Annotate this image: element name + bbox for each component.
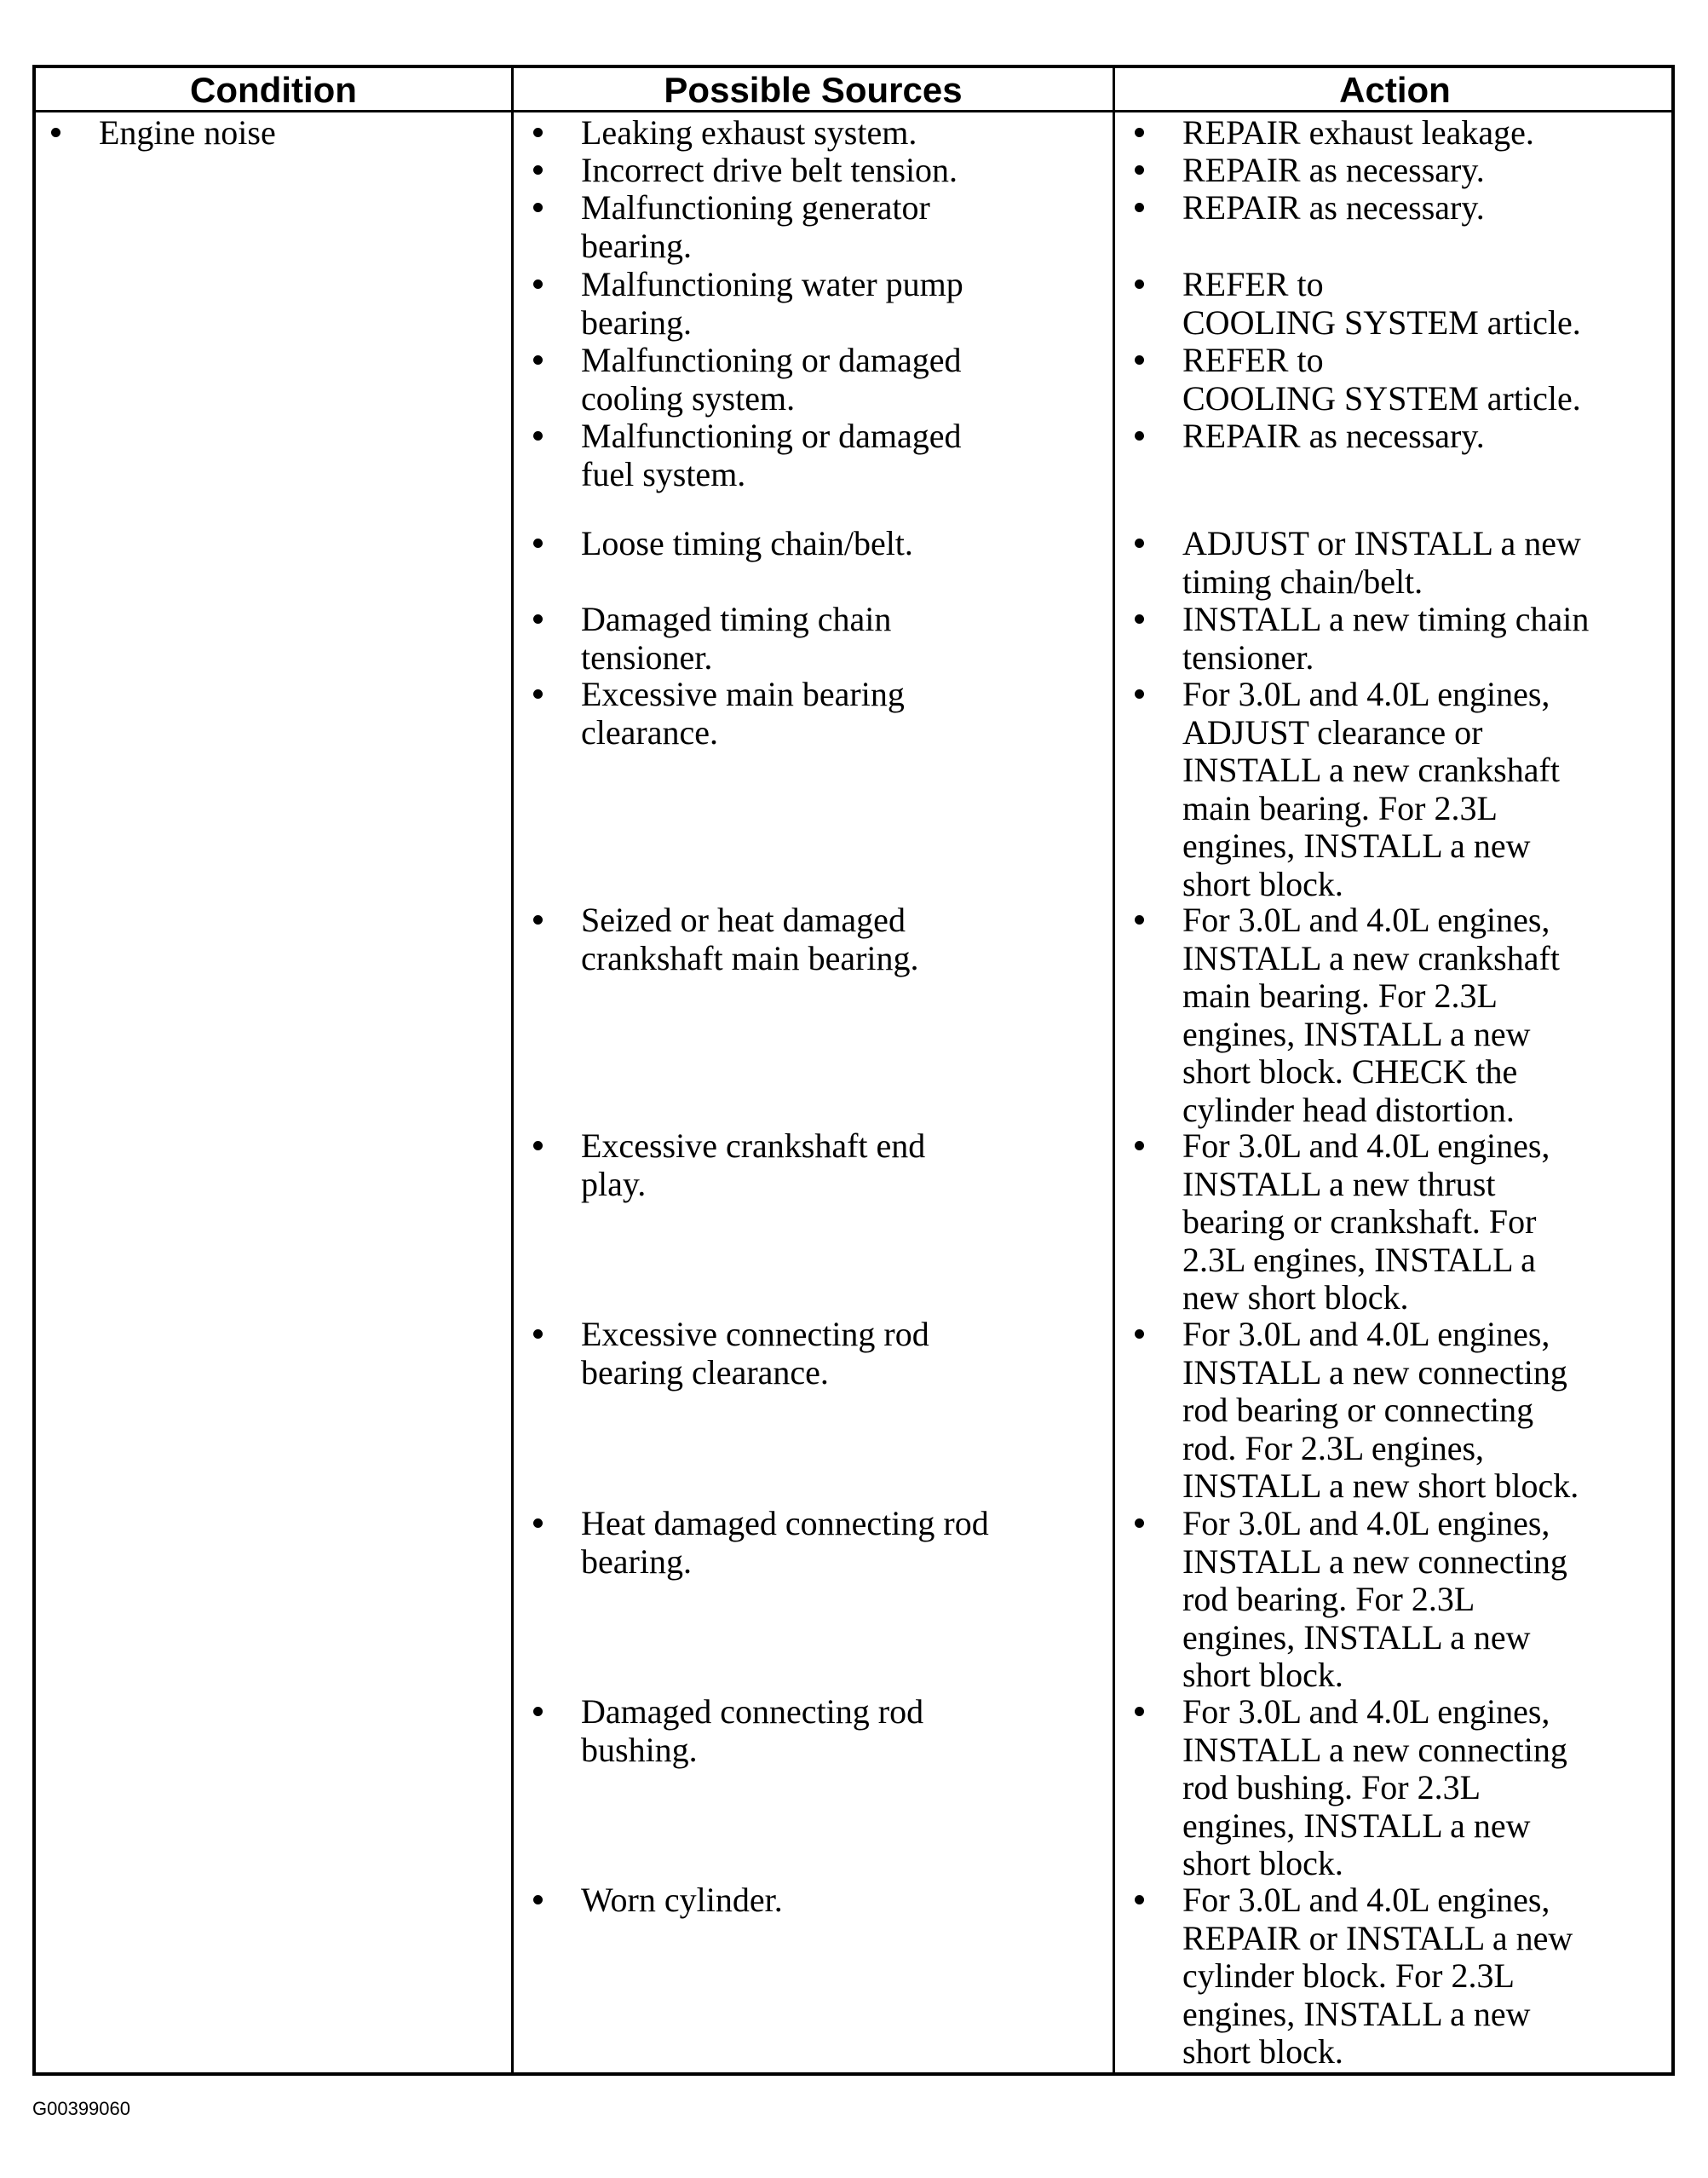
header-condition: Condition: [190, 70, 357, 110]
source-item: bearing.: [581, 226, 692, 265]
source-item: bearing.: [581, 1541, 692, 1581]
source-item: Seized or heat damaged: [581, 901, 906, 939]
bullet-icon: [1135, 279, 1144, 289]
action-item: For 3.0L and 4.0L engines,: [1182, 1692, 1550, 1731]
bullet-icon: [533, 279, 543, 289]
action-item: short block.: [1182, 864, 1343, 903]
condition-text: Engine noise: [99, 113, 276, 152]
bullet-icon: [533, 1141, 543, 1150]
action-item: REPAIR exhaust leakage.: [1182, 113, 1534, 152]
bullet-icon: [1135, 431, 1144, 441]
action-item: engines, INSTALL a new: [1182, 827, 1531, 865]
source-item: crankshaft main bearing.: [581, 938, 919, 977]
bullet-icon: [533, 689, 543, 699]
action-item: For 3.0L and 4.0L engines,: [1182, 901, 1550, 939]
action-item: engines, INSTALL a new: [1182, 1806, 1531, 1845]
source-item: Malfunctioning or damaged: [581, 417, 962, 455]
action-item: short block.: [1182, 1656, 1343, 1694]
action-item: REFER to: [1182, 265, 1324, 303]
bullet-icon: [1135, 1518, 1144, 1528]
source-item: play.: [581, 1164, 647, 1203]
bullet-icon: [533, 1518, 543, 1528]
bullet-icon: [1135, 355, 1144, 365]
source-item: bearing clearance.: [581, 1352, 829, 1392]
action-item: new short block.: [1182, 1278, 1409, 1317]
bullet-icon: [1135, 1895, 1144, 1904]
bullet-icon: [533, 128, 543, 137]
bullet-icon: [1135, 128, 1144, 137]
bullet-icon: [533, 1329, 543, 1339]
header-divider: [36, 110, 1671, 112]
action-item: short block. CHECK the: [1182, 1052, 1518, 1091]
action-item: For 3.0L and 4.0L engines,: [1182, 1315, 1550, 1353]
action-item: INSTALL a new connecting: [1182, 1730, 1567, 1769]
header-action: Action: [1339, 70, 1451, 110]
bullet-icon: [533, 165, 543, 175]
action-item: INSTALL a new connecting: [1182, 1541, 1567, 1581]
action-item: INSTALL a new timing chain: [1182, 600, 1590, 638]
action-item: bearing or crankshaft. For: [1182, 1202, 1537, 1241]
action-item: REFER to: [1182, 341, 1324, 379]
source-item: Loose timing chain/belt.: [581, 524, 913, 562]
source-item: tensioner.: [581, 637, 713, 677]
source-item: Malfunctioning water pump: [581, 265, 963, 303]
action-item: COOLING SYSTEM article.: [1182, 378, 1581, 418]
action-item: engines, INSTALL a new: [1182, 1994, 1531, 2033]
action-item: REPAIR as necessary.: [1182, 417, 1485, 455]
action-item: rod bushing. For 2.3L: [1182, 1768, 1481, 1806]
action-item: ADJUST or INSTALL a new: [1182, 524, 1581, 562]
action-item: COOLING SYSTEM article.: [1182, 302, 1581, 342]
source-item: Heat damaged connecting rod: [581, 1504, 989, 1542]
action-item: INSTALL a new short block.: [1182, 1466, 1579, 1505]
bullet-icon: [1135, 915, 1144, 925]
action-item: For 3.0L and 4.0L engines,: [1182, 1126, 1550, 1165]
bullet-icon: [533, 203, 543, 212]
source-item: Malfunctioning or damaged: [581, 341, 962, 379]
bullet-icon: [533, 1895, 543, 1904]
action-item: REPAIR or INSTALL a new: [1182, 1918, 1573, 1957]
action-item: timing chain/belt.: [1182, 562, 1423, 601]
source-item: Excessive connecting rod: [581, 1315, 929, 1353]
source-item: bushing.: [581, 1730, 698, 1769]
action-item: INSTALL a new crankshaft: [1182, 938, 1560, 977]
action-item: cylinder head distortion.: [1182, 1090, 1515, 1129]
bullet-icon: [1135, 165, 1144, 175]
source-item: bearing.: [581, 302, 692, 342]
bullet-icon: [533, 915, 543, 925]
bullet-icon: [533, 539, 543, 548]
bullet-icon: [1135, 689, 1144, 699]
bullet-icon: [533, 431, 543, 441]
source-item: cooling system.: [581, 378, 796, 418]
action-item: 2.3L engines, INSTALL a: [1182, 1240, 1536, 1279]
source-item: Excessive crankshaft end: [581, 1126, 926, 1165]
column-divider: [511, 68, 514, 2072]
diagnosis-table: [32, 65, 1675, 2076]
action-item: ADJUST clearance or: [1182, 712, 1483, 752]
action-item: INSTALL a new crankshaft: [1182, 751, 1560, 789]
bullet-icon: [1135, 1707, 1144, 1716]
action-item: For 3.0L and 4.0L engines,: [1182, 675, 1550, 713]
source-item: Leaking exhaust system.: [581, 113, 917, 152]
action-item: main bearing. For 2.3L: [1182, 977, 1498, 1015]
bullet-icon: [533, 1707, 543, 1716]
action-item: cylinder block. For 2.3L: [1182, 1956, 1515, 1995]
bullet-icon: [51, 128, 60, 137]
bullet-icon: [533, 614, 543, 624]
action-item: For 3.0L and 4.0L engines,: [1182, 1881, 1550, 1919]
source-item: Worn cylinder.: [581, 1881, 783, 1919]
action-item: REPAIR as necessary.: [1182, 151, 1485, 189]
column-divider: [1113, 68, 1115, 2072]
source-item: clearance.: [581, 712, 718, 752]
action-item: rod. For 2.3L engines,: [1182, 1428, 1485, 1467]
bullet-icon: [1135, 539, 1144, 548]
bullet-icon: [533, 355, 543, 365]
action-item: main bearing. For 2.3L: [1182, 788, 1498, 827]
action-item: short block.: [1182, 1844, 1343, 1882]
action-item: engines, INSTALL a new: [1182, 1617, 1531, 1657]
source-item: fuel system.: [581, 454, 746, 493]
source-item: Excessive main bearing: [581, 675, 905, 713]
source-item: Incorrect drive belt tension.: [581, 151, 958, 189]
action-item: tensioner.: [1182, 637, 1314, 677]
action-item: INSTALL a new thrust: [1182, 1164, 1496, 1203]
source-item: Damaged connecting rod: [581, 1692, 924, 1731]
bullet-icon: [1135, 614, 1144, 624]
action-item: rod bearing or connecting: [1182, 1391, 1534, 1429]
action-item: INSTALL a new connecting: [1182, 1352, 1567, 1392]
action-item: REPAIR as necessary.: [1182, 188, 1485, 227]
action-item: rod bearing. For 2.3L: [1182, 1580, 1475, 1618]
header-possible-sources: Possible Sources: [664, 70, 963, 110]
figure-code: G00399060: [32, 2098, 130, 2119]
bullet-icon: [1135, 1141, 1144, 1150]
source-item: Malfunctioning generator: [581, 188, 930, 227]
bullet-icon: [1135, 203, 1144, 212]
source-item: Damaged timing chain: [581, 600, 892, 638]
action-item: engines, INSTALL a new: [1182, 1014, 1531, 1053]
action-item: short block.: [1182, 2032, 1343, 2071]
action-item: For 3.0L and 4.0L engines,: [1182, 1504, 1550, 1542]
bullet-icon: [1135, 1329, 1144, 1339]
